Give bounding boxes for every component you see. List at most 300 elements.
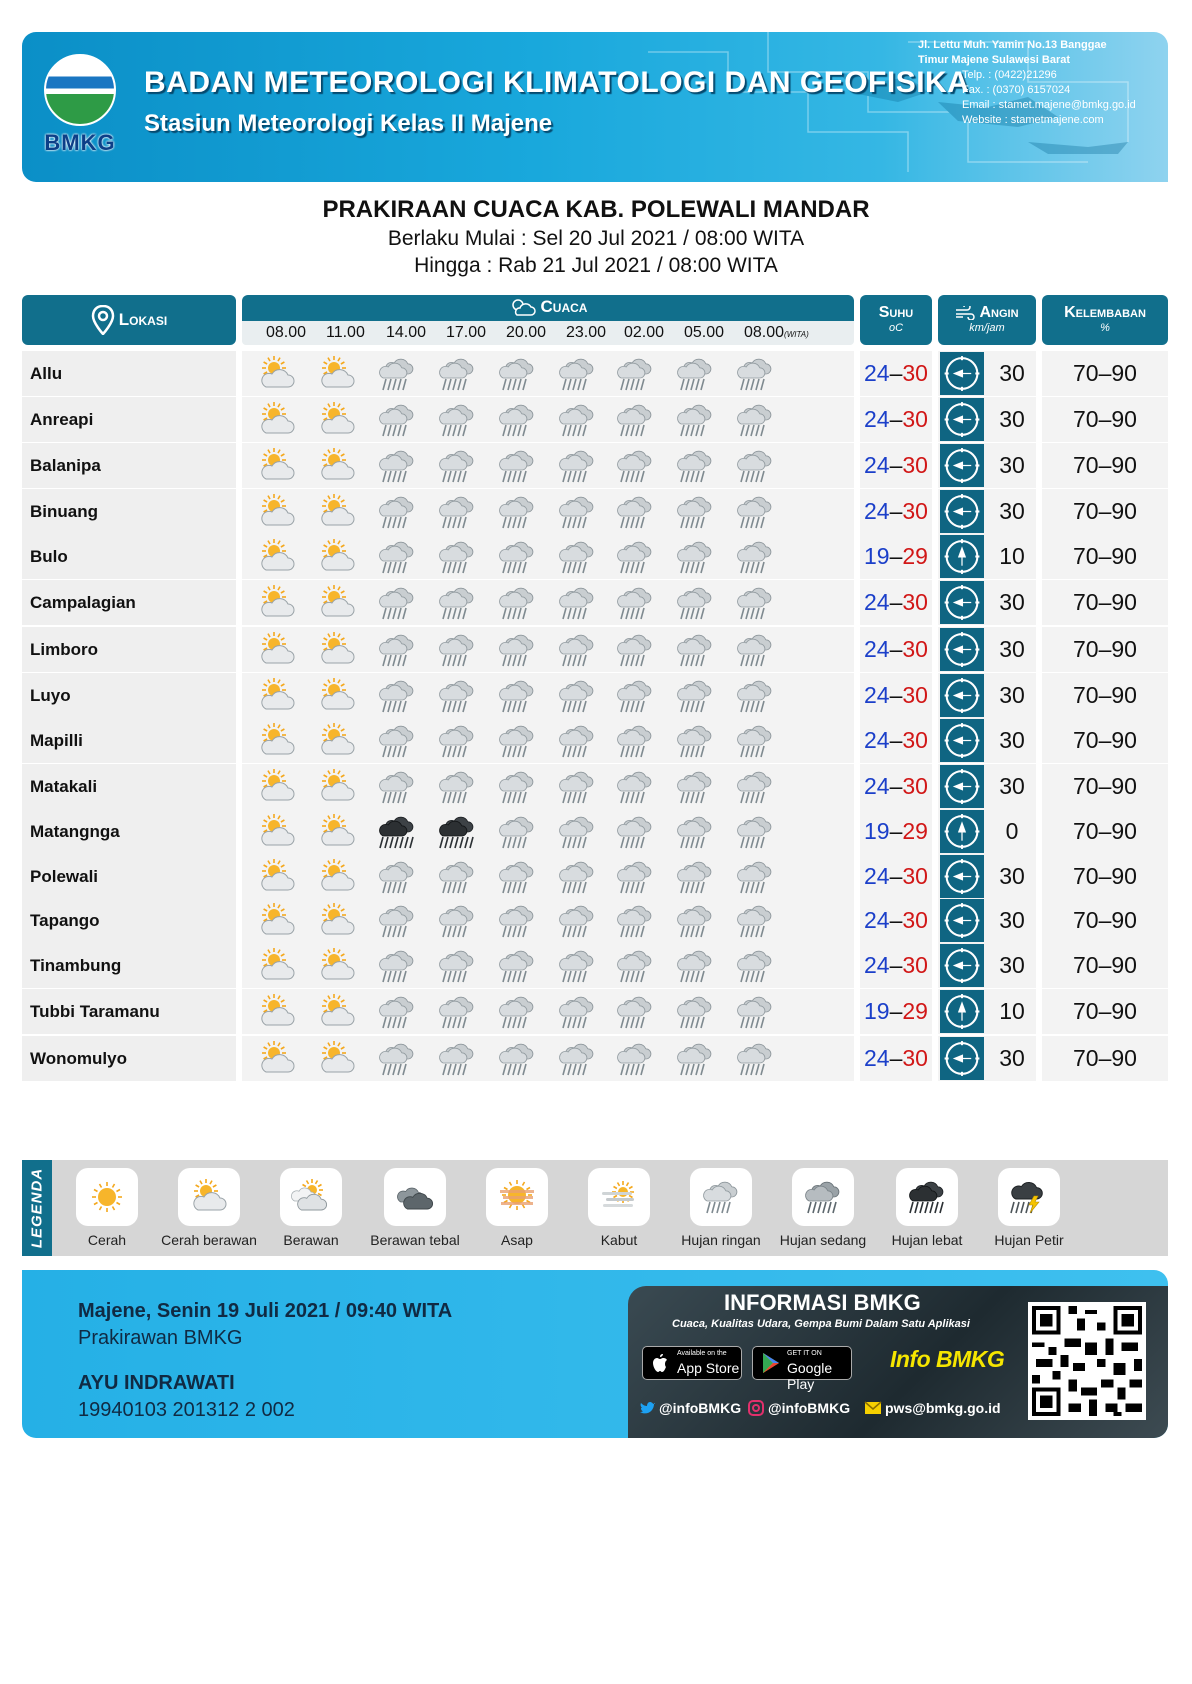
wind bbox=[938, 809, 1036, 854]
bmkg-logo-text: BMKG bbox=[44, 130, 116, 155]
table-row bbox=[22, 764, 1168, 809]
legend-hujan-ringan-icon bbox=[690, 1168, 752, 1226]
app-store-small: Available on the bbox=[677, 1350, 727, 1357]
weather-cells bbox=[242, 1036, 854, 1081]
temp-dash: – bbox=[889, 498, 903, 524]
header-angin-unit: km/jam bbox=[969, 322, 1005, 334]
humidity: 70–90 bbox=[1042, 809, 1168, 854]
cerah-berawan-icon bbox=[314, 993, 360, 1031]
wind-speed: 30 bbox=[999, 498, 1025, 524]
cerah-berawan-icon bbox=[314, 902, 360, 940]
hujan-ringan-icon bbox=[672, 677, 718, 715]
temp-min: 24 bbox=[864, 360, 890, 386]
cerah-berawan-icon bbox=[314, 631, 360, 669]
temp-min: 24 bbox=[864, 682, 890, 708]
header-lokasi bbox=[22, 295, 236, 345]
forecast-title-block bbox=[0, 196, 1192, 278]
cerah-berawan-icon bbox=[314, 858, 360, 896]
humidity: 70–90 bbox=[1042, 673, 1168, 718]
time-slot: 23.00 bbox=[566, 324, 607, 341]
hujan-ringan-icon bbox=[672, 631, 718, 669]
hujan-ringan-icon bbox=[434, 677, 480, 715]
humidity: 70–90 bbox=[1042, 351, 1168, 396]
wind bbox=[938, 989, 1036, 1034]
hujan-ringan-icon bbox=[554, 993, 600, 1031]
legend-label: Kabut bbox=[600, 1232, 638, 1248]
cerah-berawan-icon bbox=[254, 947, 300, 985]
legend-item bbox=[768, 1168, 878, 1248]
wind-direction-south-icon bbox=[940, 535, 984, 578]
temperature bbox=[860, 943, 932, 988]
temperature bbox=[860, 809, 932, 854]
wind-direction-east-icon bbox=[940, 899, 984, 942]
temp-dash: – bbox=[889, 636, 903, 662]
temperature bbox=[860, 580, 932, 625]
hujan-ringan-icon bbox=[732, 768, 778, 806]
temp-max: 30 bbox=[902, 952, 928, 978]
hujan-ringan-icon bbox=[374, 631, 420, 669]
temp-dash: – bbox=[889, 589, 903, 615]
location-name: Bulo bbox=[22, 534, 236, 579]
hujan-ringan-icon bbox=[612, 947, 658, 985]
cerah-berawan-icon bbox=[254, 401, 300, 439]
hujan-ringan-icon bbox=[672, 902, 718, 940]
location-name: Tubbi Taramanu bbox=[22, 989, 236, 1034]
temp-dash: – bbox=[889, 452, 903, 478]
header-suhu bbox=[860, 295, 932, 345]
hujan-ringan-icon bbox=[612, 631, 658, 669]
table-row bbox=[22, 854, 1168, 899]
humidity: 70–90 bbox=[1042, 764, 1168, 809]
temp-min: 24 bbox=[864, 452, 890, 478]
wind-direction-east-icon bbox=[940, 1037, 984, 1080]
qr-code[interactable] bbox=[1028, 1302, 1146, 1420]
hujan-ringan-icon bbox=[672, 993, 718, 1031]
legend-label: Hujan Petir bbox=[994, 1232, 1064, 1248]
weather-cells bbox=[242, 673, 854, 718]
instagram-link[interactable] bbox=[748, 1400, 850, 1416]
hujan-ringan-icon bbox=[494, 768, 540, 806]
time-slot: 08.00 bbox=[266, 324, 307, 341]
hujan-ringan-icon bbox=[494, 538, 540, 576]
humidity: 70–90 bbox=[1042, 943, 1168, 988]
hujan-ringan-icon bbox=[554, 722, 600, 760]
hujan-ringan-icon bbox=[554, 538, 600, 576]
hujan-ringan-icon bbox=[672, 401, 718, 439]
hujan-ringan-icon bbox=[554, 947, 600, 985]
hujan-ringan-icon bbox=[732, 813, 778, 851]
table-row bbox=[22, 489, 1168, 534]
header-cuaca-label: Cuaca bbox=[540, 297, 588, 316]
bmkg-logo-emblem bbox=[44, 54, 116, 126]
weather-cells bbox=[242, 854, 854, 899]
hujan-ringan-icon bbox=[494, 858, 540, 896]
hujan-ringan-icon bbox=[612, 401, 658, 439]
valid-from: Berlaku Mulai : Sel 20 Jul 2021 / 08:00 WITA bbox=[387, 227, 805, 250]
temp-max: 29 bbox=[902, 998, 928, 1024]
hujan-ringan-icon bbox=[554, 355, 600, 393]
temp-max: 30 bbox=[902, 498, 928, 524]
wind bbox=[938, 764, 1036, 809]
legend-label: Hujan lebat bbox=[891, 1232, 963, 1248]
temp-max: 30 bbox=[902, 863, 928, 889]
hujan-ringan-icon bbox=[494, 355, 540, 393]
wind-speed: 10 bbox=[999, 543, 1025, 569]
hujan-ringan-icon bbox=[732, 631, 778, 669]
wind bbox=[938, 627, 1036, 672]
forecast-title: PRAKIRAAN CUACA KAB. POLEWALI MANDAR bbox=[322, 196, 870, 223]
table-row bbox=[22, 351, 1168, 396]
hujan-ringan-icon bbox=[732, 677, 778, 715]
legend-label: Berawan tebal bbox=[370, 1232, 460, 1248]
wind-direction-east-icon bbox=[940, 352, 984, 395]
legend-berawan-tebal-icon bbox=[384, 1168, 446, 1226]
hujan-ringan-icon bbox=[612, 902, 658, 940]
legend-item bbox=[974, 1168, 1084, 1248]
humidity: 70–90 bbox=[1042, 627, 1168, 672]
header-angin-text: Angin bbox=[979, 304, 1019, 321]
weather-cells bbox=[242, 534, 854, 579]
legend bbox=[22, 1160, 1168, 1256]
hujan-ringan-icon bbox=[374, 858, 420, 896]
location-name: Tinambung bbox=[22, 943, 236, 988]
cerah-berawan-icon bbox=[254, 858, 300, 896]
legend-label: Berawan bbox=[283, 1232, 339, 1248]
twitter-icon bbox=[640, 1401, 656, 1415]
hujan-ringan-icon bbox=[554, 401, 600, 439]
instagram-icon bbox=[748, 1400, 764, 1416]
temperature bbox=[860, 673, 932, 718]
cerah-berawan-icon bbox=[314, 947, 360, 985]
wind-speed: 30 bbox=[999, 907, 1025, 933]
cerah-berawan-icon bbox=[254, 1040, 300, 1078]
wind bbox=[938, 580, 1036, 625]
hujan-ringan-icon bbox=[672, 722, 718, 760]
location-name: Polewali bbox=[22, 854, 236, 899]
hujan-ringan-icon bbox=[434, 768, 480, 806]
temp-max: 30 bbox=[902, 406, 928, 432]
email: Email : stamet.majene@bmkg.go.id bbox=[962, 99, 1136, 111]
legend-asap-icon bbox=[486, 1168, 548, 1226]
wind bbox=[938, 489, 1036, 534]
location-name: Balanipa bbox=[22, 443, 236, 488]
hujan-ringan-icon bbox=[732, 858, 778, 896]
cerah-berawan-icon bbox=[254, 902, 300, 940]
play-icon bbox=[760, 1352, 782, 1374]
hujan-ringan-icon bbox=[494, 401, 540, 439]
hujan-ringan-icon bbox=[732, 538, 778, 576]
location-name: Tapango bbox=[22, 898, 236, 943]
wind bbox=[938, 351, 1036, 396]
legend-item bbox=[360, 1168, 470, 1248]
forecaster-role: Prakirawan BMKG bbox=[78, 1327, 243, 1349]
table-row bbox=[22, 673, 1168, 718]
temp-dash: – bbox=[889, 952, 903, 978]
app-store-badge[interactable] bbox=[642, 1346, 742, 1380]
wind-direction-east-icon bbox=[940, 444, 984, 487]
temp-min: 24 bbox=[864, 589, 890, 615]
hujan-ringan-icon bbox=[732, 447, 778, 485]
hujan-ringan-icon bbox=[672, 584, 718, 622]
hujan-ringan-icon bbox=[612, 584, 658, 622]
temp-dash: – bbox=[889, 907, 903, 933]
hujan-ringan-icon bbox=[672, 947, 718, 985]
table-row bbox=[22, 898, 1168, 943]
location-name: Matakali bbox=[22, 764, 236, 809]
hujan-ringan-icon bbox=[554, 631, 600, 669]
wind bbox=[938, 943, 1036, 988]
hujan-ringan-icon bbox=[554, 584, 600, 622]
cerah-berawan-icon bbox=[314, 722, 360, 760]
hujan-ringan-icon bbox=[672, 813, 718, 851]
app-store-big: App Store bbox=[677, 1360, 740, 1376]
hujan-ringan-icon bbox=[554, 677, 600, 715]
wind-speed: 30 bbox=[999, 1045, 1025, 1071]
humidity: 70–90 bbox=[1042, 580, 1168, 625]
hujan-ringan-icon bbox=[732, 1040, 778, 1078]
temp-max: 30 bbox=[902, 589, 928, 615]
legend-item bbox=[462, 1168, 572, 1248]
twitter-link[interactable] bbox=[640, 1400, 741, 1416]
wind-direction-east-icon bbox=[940, 765, 984, 808]
google-play-big: Google Play bbox=[787, 1360, 833, 1392]
info-bmkg-brand: Info BMKG bbox=[890, 1346, 1005, 1372]
temp-min: 24 bbox=[864, 498, 890, 524]
hujan-ringan-icon bbox=[554, 1040, 600, 1078]
temp-min: 24 bbox=[864, 406, 890, 432]
table-row bbox=[22, 943, 1168, 988]
google-play-badge[interactable] bbox=[752, 1346, 852, 1392]
wind-direction-east-icon bbox=[940, 398, 984, 441]
weather-cells bbox=[242, 943, 854, 988]
cerah-berawan-icon bbox=[254, 447, 300, 485]
wind-speed: 30 bbox=[999, 773, 1025, 799]
legend-label: Cerah berawan bbox=[161, 1232, 257, 1248]
temperature bbox=[860, 627, 932, 672]
wind bbox=[938, 397, 1036, 442]
contact-info bbox=[918, 38, 1168, 128]
weather-cells bbox=[242, 898, 854, 943]
hujan-ringan-icon bbox=[554, 493, 600, 531]
legend-hujan-petir-icon bbox=[998, 1168, 1060, 1226]
location-name: Luyo bbox=[22, 673, 236, 718]
humidity: 70–90 bbox=[1042, 534, 1168, 579]
hujan-ringan-icon bbox=[434, 493, 480, 531]
temp-dash: – bbox=[889, 682, 903, 708]
table-row bbox=[22, 443, 1168, 488]
hujan-ringan-icon bbox=[612, 493, 658, 531]
hujan-ringan-icon bbox=[494, 493, 540, 531]
hujan-ringan-icon bbox=[494, 722, 540, 760]
location-name: Matangnga bbox=[22, 809, 236, 854]
header-cuaca bbox=[242, 295, 854, 345]
temp-dash: – bbox=[889, 543, 903, 569]
time-slot: 20.00 bbox=[506, 324, 547, 341]
hujan-ringan-icon bbox=[494, 947, 540, 985]
cerah-berawan-icon bbox=[314, 447, 360, 485]
wind-speed: 30 bbox=[999, 863, 1025, 889]
wind-direction-east-icon bbox=[940, 490, 984, 533]
wind-speed: 30 bbox=[999, 360, 1025, 386]
temperature bbox=[860, 534, 932, 579]
hujan-ringan-icon bbox=[434, 858, 480, 896]
legend-label: Hujan ringan bbox=[681, 1232, 761, 1248]
wind-speed: 30 bbox=[999, 727, 1025, 753]
hujan-ringan-icon bbox=[434, 584, 480, 622]
footer bbox=[22, 1270, 1168, 1438]
temp-dash: – bbox=[889, 1045, 903, 1071]
wind-speed: 30 bbox=[999, 589, 1025, 615]
time-slot: 02.00 bbox=[624, 324, 665, 341]
hujan-ringan-icon bbox=[494, 902, 540, 940]
hujan-ringan-icon bbox=[434, 631, 480, 669]
temperature bbox=[860, 443, 932, 488]
time-slot: 14.00 bbox=[386, 324, 427, 341]
hujan-ringan-icon bbox=[672, 538, 718, 576]
location-name: Limboro bbox=[22, 627, 236, 672]
wind bbox=[938, 854, 1036, 899]
legend-item bbox=[154, 1168, 264, 1248]
cerah-berawan-icon bbox=[314, 813, 360, 851]
temperature bbox=[860, 718, 932, 763]
temp-min: 19 bbox=[864, 543, 890, 569]
telp: Telp. : (0422)21296 bbox=[962, 69, 1057, 81]
hujan-ringan-icon bbox=[434, 993, 480, 1031]
temp-max: 29 bbox=[902, 543, 928, 569]
header-lokasi-label: Lokasi bbox=[118, 310, 168, 329]
table-row bbox=[22, 627, 1168, 672]
hujan-ringan-icon bbox=[374, 1040, 420, 1078]
weather-cells bbox=[242, 351, 854, 396]
forecaster-stamp bbox=[78, 1300, 452, 1422]
hujan-ringan-icon bbox=[732, 355, 778, 393]
temp-min: 19 bbox=[864, 818, 890, 844]
cerah-berawan-icon bbox=[314, 677, 360, 715]
legend-berawan-icon bbox=[280, 1168, 342, 1226]
header-suhu-unit: oC bbox=[888, 322, 904, 334]
wind-direction-east-icon bbox=[940, 719, 984, 762]
hujan-ringan-icon bbox=[494, 677, 540, 715]
hujan-ringan-icon bbox=[612, 993, 658, 1031]
legend-cerah-berawan-icon bbox=[178, 1168, 240, 1226]
temp-min: 19 bbox=[864, 998, 890, 1024]
hujan-ringan-icon bbox=[612, 858, 658, 896]
hujan-ringan-icon bbox=[612, 677, 658, 715]
wind-direction-east-icon bbox=[940, 628, 984, 671]
hujan-ringan-icon bbox=[732, 493, 778, 531]
wind-speed: 30 bbox=[999, 406, 1025, 432]
temp-dash: – bbox=[889, 818, 903, 844]
email-address: pws@bmkg.go.id bbox=[885, 1400, 1001, 1416]
hujan-ringan-icon bbox=[612, 538, 658, 576]
hujan-ringan-icon bbox=[374, 355, 420, 393]
temperature bbox=[860, 989, 932, 1034]
hujan-ringan-icon bbox=[732, 401, 778, 439]
cerah-berawan-icon bbox=[314, 355, 360, 393]
forecaster-name: AYU INDRAWATI bbox=[78, 1372, 235, 1394]
hujan-ringan-icon bbox=[612, 355, 658, 393]
hujan-ringan-icon bbox=[434, 902, 480, 940]
weather-cells bbox=[242, 443, 854, 488]
hujan-ringan-icon bbox=[434, 538, 480, 576]
wind bbox=[938, 673, 1036, 718]
time-slot: 11.00 bbox=[326, 324, 365, 341]
weather-cells bbox=[242, 764, 854, 809]
legend-tag bbox=[22, 1160, 52, 1256]
weather-cells bbox=[242, 627, 854, 672]
hujan-ringan-icon bbox=[434, 1040, 480, 1078]
temp-max: 30 bbox=[902, 1045, 928, 1071]
legend-kabut-icon bbox=[588, 1168, 650, 1226]
temp-min: 24 bbox=[864, 1045, 890, 1071]
time-unit: (WITA) bbox=[784, 330, 809, 339]
legend-item bbox=[256, 1168, 366, 1248]
hujan-ringan-icon bbox=[374, 584, 420, 622]
cerah-berawan-icon bbox=[254, 993, 300, 1031]
hujan-ringan-icon bbox=[612, 1040, 658, 1078]
temp-min: 24 bbox=[864, 636, 890, 662]
email-link[interactable] bbox=[864, 1400, 1001, 1416]
info-subtitle: Cuaca, Kualitas Udara, Gempa Bumi Dalam Satu Aplikasi bbox=[672, 1318, 970, 1330]
temp-dash: – bbox=[889, 863, 903, 889]
wind-direction-east-icon bbox=[940, 581, 984, 624]
legend-item bbox=[564, 1168, 674, 1248]
temp-min: 24 bbox=[864, 727, 890, 753]
time-slot: 05.00 bbox=[684, 324, 725, 341]
hujan-ringan-icon bbox=[732, 722, 778, 760]
location-name: Wonomulyo bbox=[22, 1036, 236, 1081]
temp-dash: – bbox=[889, 360, 903, 386]
cerah-berawan-icon bbox=[254, 538, 300, 576]
hujan-lebat-icon bbox=[374, 813, 420, 851]
wind-icon bbox=[955, 306, 975, 320]
legend-tag-label: LEGENDA bbox=[28, 1167, 46, 1249]
cerah-berawan-icon bbox=[314, 538, 360, 576]
table-row bbox=[22, 718, 1168, 763]
address-line-2: Timur Majene Sulawesi Barat bbox=[918, 54, 1071, 66]
temp-max: 30 bbox=[902, 773, 928, 799]
hujan-ringan-icon bbox=[732, 993, 778, 1031]
wind-speed: 30 bbox=[999, 952, 1025, 978]
legend-label: Hujan sedang bbox=[779, 1232, 867, 1248]
hujan-ringan-icon bbox=[554, 813, 600, 851]
temp-min: 24 bbox=[864, 907, 890, 933]
legend-hujan-sedang-icon bbox=[792, 1168, 854, 1226]
hujan-ringan-icon bbox=[732, 902, 778, 940]
hujan-ringan-icon bbox=[374, 677, 420, 715]
cerah-berawan-icon bbox=[254, 355, 300, 393]
temp-max: 30 bbox=[902, 727, 928, 753]
cerah-berawan-icon bbox=[314, 584, 360, 622]
temperature bbox=[860, 764, 932, 809]
forecaster-nip: 19940103 201312 2 002 bbox=[78, 1399, 295, 1421]
fax: Fax. : (0370) 6157024 bbox=[962, 84, 1071, 96]
hujan-ringan-icon bbox=[612, 722, 658, 760]
hujan-ringan-icon bbox=[374, 902, 420, 940]
location-pin-icon bbox=[91, 305, 115, 335]
temp-max: 29 bbox=[902, 818, 928, 844]
hujan-ringan-icon bbox=[374, 447, 420, 485]
wind-direction-east-icon bbox=[940, 855, 984, 898]
time-slot-last: 08.00 bbox=[744, 324, 785, 341]
hujan-ringan-icon bbox=[434, 401, 480, 439]
valid-to: Hingga : Rab 21 Jul 2021 / 08:00 WITA bbox=[414, 254, 778, 277]
hujan-ringan-icon bbox=[494, 1040, 540, 1078]
envelope-icon bbox=[864, 1401, 882, 1415]
hujan-ringan-icon bbox=[374, 993, 420, 1031]
hujan-ringan-icon bbox=[374, 947, 420, 985]
table-row bbox=[22, 1036, 1168, 1081]
